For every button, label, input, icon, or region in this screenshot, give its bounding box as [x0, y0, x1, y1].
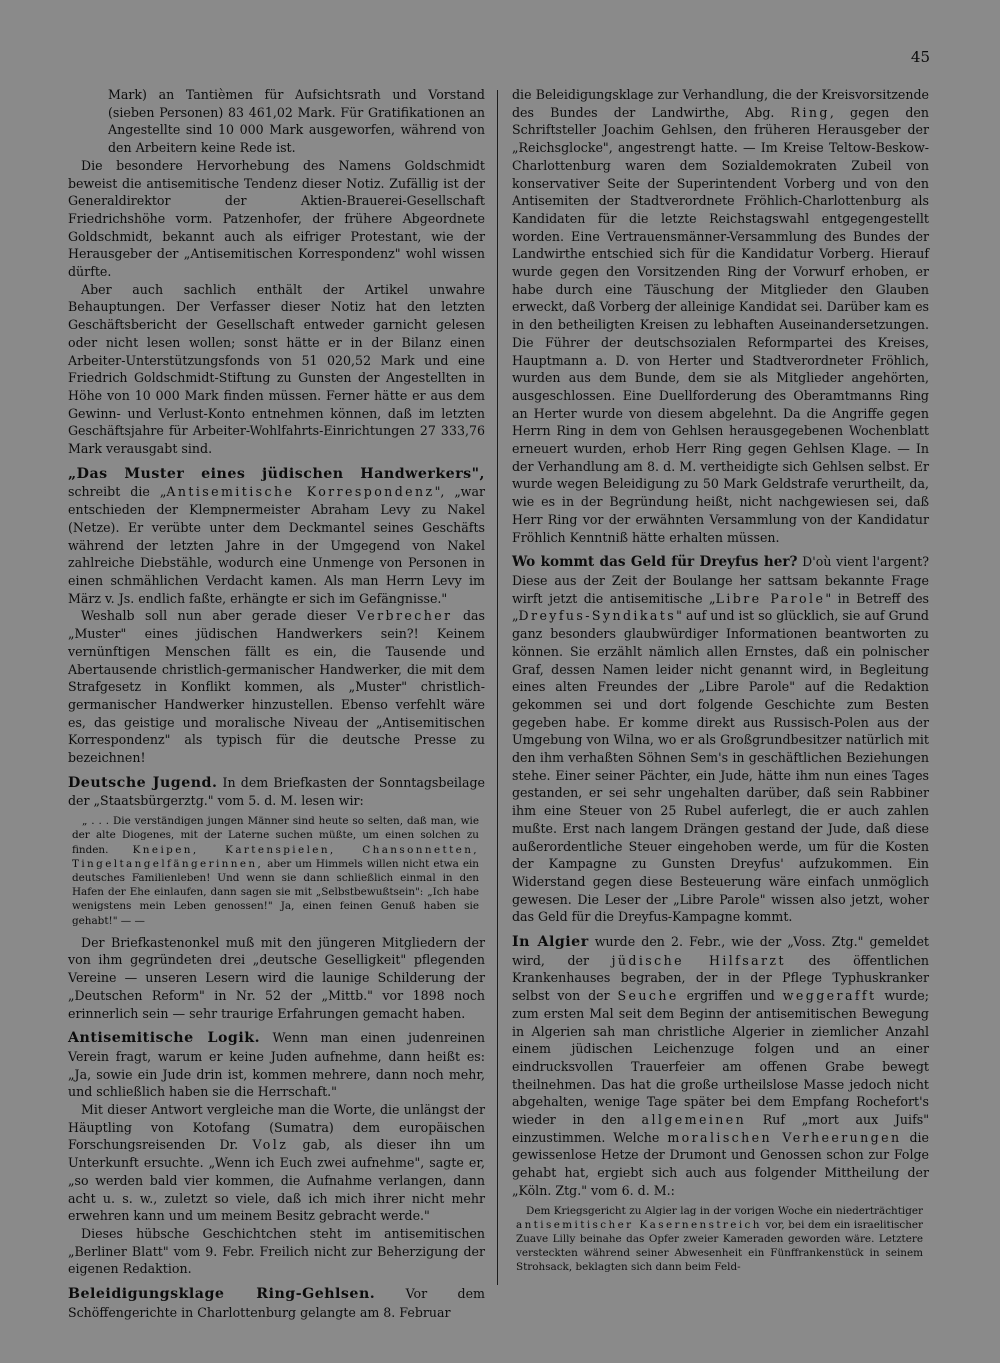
text-run: , gegen den Schriftsteller Joachim Gehlsen, den früheren Herausgeber der „Reichsglocke", angestrengt hatte. — Im Kreise Teltow-Beskow-Charlottenburg waren dem Sozialdemokraten Zubeil von konservativer Seite der Superintendent Vorberg und von den Antisemiten der Stadtverordnete Fröhlich-Charlottenburg als Kandidaten für die letzte Reichstagswahl entgegengestellt worden. Eine Vertrauensmänner-Versammlung des Bundes der Landwirthe entschied sich für die Kandidatur Vorberg. Hierauf wurde gegen den Vorsitzenden Ring der Vorwurf erhoben, er habe durch eine Täuschung der Mitglieder den Glauben erweckt, daß Vorberg der alleinige Kandidat sei. Darüber kam es in den betheiligten Kreisen zu lebhaften Auseinandersetzungen. Die Führer der deutschsozialen Reformpartei des Kreises, Hauptmann a. D. von Herter und Stadtverordneter Fröhlich, wurden aus dem Bunde, dem sie als Mitglieder angehörten, ausgeschlossen. Eine Duellforderung des Oberamtmanns Ring an Herter wurde von diesem abgelehnt. Da die Angriffe gegen Herrn Ring in dem von Gehlsen herausgegebenen Wochenblatt erneuert wurden, erhob Herr Ring gegen Gehlsen Klage. — In der Verhandlung am 8. d. M. vertheidigte sich Gehlsen selbst. Er wurde wegen Beleidigung zu 50 Mark Geldstrafe verurtheilt, da, wie es in der Begründung heißt, nicht nachgewiesen sei, daß Herr Ring vor der erwähnten Versammlung von der Kandidatur Fröhlich Kenntniß hätte erhalten müssen. — [512, 104, 929, 545]
section-klage — [68, 1285, 485, 1321]
text-run: wurde; zum ersten Mal seit dem Beginn der antisemitischen Bewegung in Algerien sah man christliche Algerier in ziemlicher Anzahl einem jüdischen Leichenzuge folgen und an einer eindrucksvollen Trauerfeier am offenen Grabe bewegt theilnehmen. Das hat die große urtheilslose Masse jedoch nicht abgehalten, wenige Tage später bei dem Empfang Rochefort's wieder in den — [512, 988, 929, 1128]
spaced-text: weggerafft — [782, 988, 877, 1004]
block-quote — [516, 1204, 923, 1275]
spaced-text: Kneipen, Kartenspielen, Chansonnetten, Tingeltangelfängerinnen, — [72, 843, 479, 870]
text-run: Dem Kriegsgericht zu Algier lag in der vorigen Woche ein niederträchtiger — [526, 1204, 923, 1217]
block-quote — [72, 814, 479, 928]
spaced-text: allgemeinen — [641, 1112, 747, 1128]
right-column — [512, 86, 929, 1281]
text-run: Mit dieser Antwort vergleiche man die Worte, die unlängst der Häuptling von Kotofang (Sumatra) dem europäischen Forschungsreisenden Dr. — [68, 1102, 485, 1153]
text-run: die Beleidigungsklage zur Verhandlung, die der Kreisvorsitzende des Bundes der Landwirthe, Abg. — [512, 87, 929, 120]
text-run: schreibt die „ — [68, 484, 167, 500]
left-column — [68, 86, 485, 1322]
text-run: „ . . . Die verständigen jungen Männer sind heute so selten, daß man, wie der alte Diogenes, mit der Laterne suchen müßte, um einen solchen zu finden. — [72, 815, 479, 856]
paragraph: Dieses hübsche Geschichtchen steht im antisemitischen „Berliner Blatt" vom 9. Febr. Freilich nicht zur Beherzigung der eigenen Redaktion. — [68, 1226, 485, 1277]
text-run: In dem Briefkasten der Sonntagsbeilage der „Staatsbürgerztg." vom 5. d. M. lesen wir: — [68, 774, 485, 809]
paragraph: Der Briefkastenonkel muß mit den jüngeren Mitgliedern der von ihm gegründeten drei „deutsche Geselligkeit" pflegenden Vereine — unseren Lesern wird die launige Schilderung der „Deutschen Reform" in Nr. 52 der „Mittb." vor 1898 noch erinnerlich sein — sehr traurige Erfahrungen gemacht haben. — [68, 934, 485, 1021]
paragraph — [68, 1101, 485, 1225]
spaced-text: Libre Parole — [715, 590, 826, 606]
text-run: gab, als dieser ihn um Unterkunft ersuchte. „Wenn ich Euch zwei aufnehme", sagte er, „so werden bald vier kommen, die Aufnahme verlangen, dann acht u. s. w., zuletzt so viele, daß ich mich ihrer nicht mehr erwehren kann und um meinem Besitz gebracht werde." — [68, 1137, 485, 1224]
section-dreyfus — [512, 553, 929, 926]
spaced-text: jüdische Hilfsarzt — [611, 952, 786, 968]
section-algier — [512, 933, 929, 1200]
section-heading: Wo kommt das Geld für Dreyfus her? — [512, 554, 798, 571]
section-heading: In Algier — [512, 934, 589, 951]
section-muster — [68, 465, 485, 608]
column-divider — [497, 90, 498, 1285]
text-run: die gewissenlose Hetze der Drumont und Genossen schon zur Folge gehabt hat, ergiebt sich auch aus folgender Mittheilung der „Köln. Ztg." vom 6. d. M.: — [512, 1129, 929, 1198]
text-run: " in Betreff des „ — [512, 590, 929, 624]
paragraph: Die besondere Hervorhebung des Namens Goldschmidt beweist die antisemitische Tendenz dieser Notiz. Zufällig ist der Generaldirektor der Aktien-Brauerei-Gesellschaft Friedrichshöhe vorm. Patzenhofer, der frühere Abgeordnete Goldschmidt, bekannt auch als eifriger Protestant, wie der Herausgeber der „Antisemitischen Korrespondenz" wohl wissen dürfte. — [68, 157, 485, 280]
text-run: wurde den 2. Febr., wie der „Voss. Ztg." gemeldet wird, der — [512, 934, 929, 968]
text-run: Weshalb soll nun aber gerade dieser — [81, 608, 357, 624]
text-run: ", „war entschieden der Klempnermeister Abraham Levy zu Nakel (Netze). Er verübte unter dem Deckmantel seines Geschäfts während der letzten Jahre in der Umgegend von Nakel zahlreiche Diebstähle, wodurch eine Unmenge von Personen in einen schmählichen Verdacht kamen. Als man Herrn Levy im März v. Js. endlich faßte, erhängte er sich im Gefängnisse." — [68, 484, 485, 606]
text-run: D'où vient l'argent? Diese aus der Zeit der Boulange her sattsam bekannte Frage wirft jetzt die antisemitische „ — [512, 554, 929, 606]
spaced-text: Dreyfus-Syndikats — [518, 608, 677, 624]
page-number: 45 — [910, 48, 930, 66]
text-run: das „Muster" eines jüdischen Handwerkers sein?! Keinem vernünftigen Menschen fällt es ein, die Tausende und Abertausende christlich-germanischer Handwerker, die mit dem Strafgesetz in Konflikt kommen, als „Muster" christlich-germanischer Handwerker hinzustellen. Ebenso verfehlt wäre es, das geistige und moralische Niveau der „Antisemitischen Korrespondenz" als typisch für die deutsche Presse zu bezeichnen! — [68, 608, 485, 766]
text-run: " auf und ist so glücklich, sie auf Grund ganz besonders glaubwürdiger Informationen beantworten zu können. Sie erzählt nämlich allen Ernstes, daß ein polnischer Graf, dessen Namen leider nicht genannt wird, in Begleitung eines alten Freundes der „Libre Parole" auf die Redaktion gekommen sei und dort folgende Geschichte zum Besten gegeben habe. Er komme direkt aus Russisch-Polen aus der Umgebung von Wilna, wo er als Großgrundbesitzer natürlich mit den ihm verhaßten Söhnen Sem's in geschäftlichen Beziehungen stehe. Einer seiner Pächter, ein Jude, hätte ihm nun eines Tages gestanden, er sei sehr ungehalten darüber, daß sein Rabbiner ihm eine Steuer von 25 Rubel auferlegt, die er auch zahlen mußte. Erst nach langem Drängen gestand der Jude, daß diese außerordentliche Steuer eingehoben werde, um für die Kosten der Kampagne zu Gunsten Dreyfus' aufzukommen. Ein Widerstand gegen diese Besteuerung wäre einfach unmöglich gewesen. Die Leser der „Libre Parole" wissen also jetzt, woher das Geld für die Dreyfus-Kampagne kommt. — [512, 608, 929, 925]
section-heading: „Das Muster eines jüdischen Handwerkers", — [68, 465, 485, 482]
spaced-text: Antisemitische Korrespondenz — [166, 484, 435, 500]
spaced-text: moralischen Verheerungen — [667, 1129, 902, 1145]
paragraph: Mark) an Tantièmen für Aufsichtsrath und Vorstand (sieben Personen) 83 461,02 Mark. Für Gratifikationen an Angestellte sind 10 000 Mark ausgeworfen, während von den Arbeitern keine Rede ist. — [108, 87, 485, 156]
text-run: ergriffen und — [678, 988, 783, 1004]
text-run: Vor dem Schöffengerichte in Charlottenburg gelangte am 8. Februar — [68, 1286, 485, 1320]
text-run: des öffentlichen Krankenhauses begraben, der in der Pflege Typhuskranker selbst von der — [512, 952, 930, 1004]
text-run: aber um Himmels willen nicht etwa ein deutsches Familienleben! Und wenn sie dann schließlich einmal in den Hafen der Ehe einlaufen, dann sagen sie mit „Selbstbewußtsein": „Ich habe wenigstens mein Leben genossen!" Ja, einen feinen Genuß haben sie gehabt!" — — — [72, 857, 479, 927]
text-run: Ruf „mort aux Juifs" einzustimmen. Welche — [512, 1112, 929, 1145]
section-heading: Deutsche Jugend. — [68, 774, 218, 791]
section-heading: Beleidigungsklage Ring-Gehlsen. — [68, 1286, 376, 1303]
spaced-text: Verbrecher — [356, 608, 453, 624]
paragraph — [512, 86, 929, 546]
spaced-text: antisemitischer Kasernenstreich — [516, 1218, 762, 1231]
text-run: Wenn man einen judenreinen Verein fragt, warum er keine Juden aufnehme, dann heißt es: „Ja, sowie ein Jude drin ist, kommen mehrere, dann noch mehr, und schließlich haben sie die Herrschaft." — [68, 1030, 485, 1100]
section-jugend — [68, 774, 485, 810]
spaced-text: Seuche — [617, 988, 679, 1004]
section-heading: Antisemitische Logik. — [68, 1030, 261, 1047]
spaced-text: Volz — [252, 1137, 289, 1153]
paragraph — [68, 607, 485, 766]
text-run: vor, bei dem ein israelitischer Zuave Lilly beinahe das Opfer zweier Kameraden geworden wäre. Letztere versteckten während seiner Abwesenheit ein Fünffrankenstück in seinem Strohsack, beklagten sich dann beim Feld- — [516, 1218, 923, 1274]
section-logik — [68, 1029, 485, 1101]
spaced-text: Ring — [790, 104, 830, 120]
paragraph: Aber auch sachlich enthält der Artikel unwahre Behauptungen. Der Verfasser dieser Notiz hat den letzten Geschäftsbericht der Gesellschaft entweder garnicht gelesen oder nicht lesen wollen; sonst hätte er in der Bilanz einen Arbeiter-Unterstützungsfonds von 51 020,52 Mark und eine Friedrich Goldschmidt-Stiftung zu Gunsten der Angestellten in Höhe von 10 000 Mark finden müssen. Ferner hätte er aus dem Gewinn- und Verlust-Konto entnehmen können, daß im letzten Geschäftsjahre für Arbeiter-Wohlfahrts-Einrichtungen 27 333,76 Mark verausgabt sind. — [68, 281, 485, 457]
